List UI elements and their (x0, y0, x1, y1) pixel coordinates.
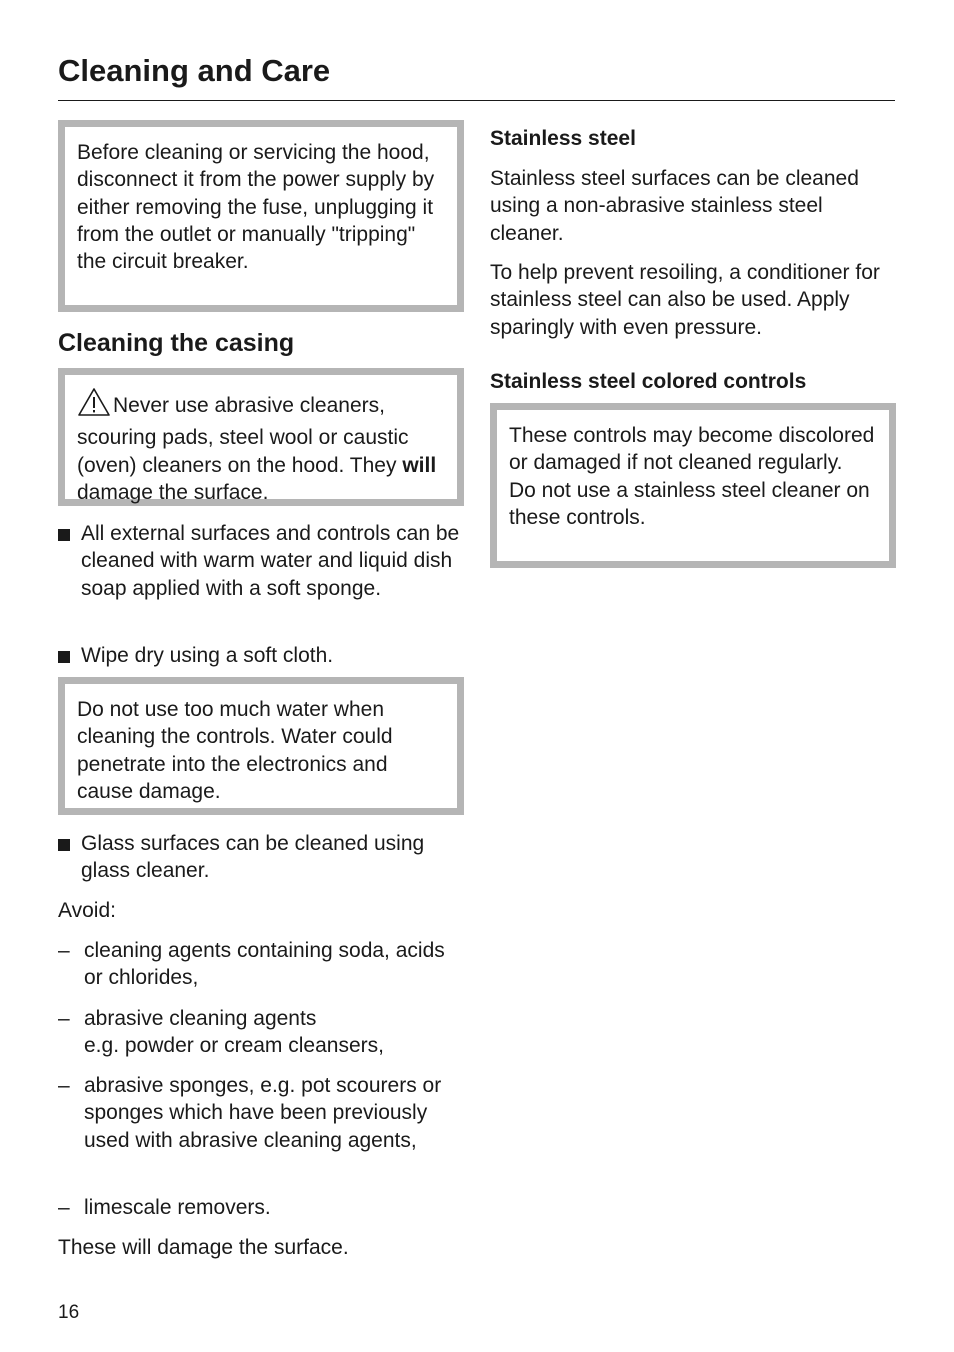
bullet-item-1 (58, 520, 464, 602)
bullet-text-1: All external surfaces and controls can be cleaned with warm water and liquid dish soap applied with a soft sponge. (81, 522, 460, 600)
water-note-box (58, 677, 464, 815)
avoid-item-text: abrasive cleaning agents e.g. powder or cream cleansers, (84, 1007, 384, 1058)
dash-mark: – (58, 1007, 70, 1030)
stainless-steel-heading: Stainless steel (490, 127, 636, 150)
avoid-item-3 (58, 1072, 464, 1154)
avoid-label: Avoid: (58, 899, 116, 922)
intro-note-box (58, 120, 464, 312)
controls-note-text-2: Do not use a stainless steel cleaner on these controls. (509, 478, 870, 529)
bullet-text-2: Wipe dry using a soft cloth. (81, 644, 334, 667)
page-number: 16 (58, 1302, 80, 1323)
avoid-item-4 (58, 1194, 464, 1221)
dash-mark: – (58, 1074, 70, 1097)
controls-note-text-1: These controls may become discolored or damaged if not cleaned regularly. (509, 424, 875, 475)
water-note-text: Do not use too much water when cleaning the controls. Water could penetrate into the electronics and cause damage. (77, 698, 393, 803)
avoid-item-text: limescale removers. (84, 1196, 271, 1219)
warning-text-pre: Never use abrasive cleaners, scouring pads, steel wool or caustic (oven) cleaners on the hood. They (77, 394, 409, 477)
bullet-text-3: Glass surfaces can be cleaned using glass cleaner. (81, 832, 425, 883)
warning-text-bold: will (402, 453, 437, 477)
bullet-item-3 (58, 830, 464, 885)
dash-mark: – (58, 1196, 70, 1219)
intro-note-text: Before cleaning or servicing the hood, disconnect it from the power supply by either removing the fuse, unplugging it from the outlet or manually "tripping" the circuit breaker. (77, 141, 435, 274)
avoid-item-2 (58, 1005, 464, 1060)
dash-mark: – (58, 939, 70, 962)
closing-text: These will damage the surface. (58, 1236, 349, 1259)
warning-triangle-icon (77, 387, 111, 424)
casing-heading: Cleaning the casing (58, 329, 295, 357)
bullet-item-2 (58, 642, 464, 669)
stainless-steel-paragraph-1: Stainless steel surfaces can be cleaned using a non-abrasive stainless steel cleaner. (490, 167, 859, 245)
avoid-item-1 (58, 937, 464, 992)
warning-text-post: damage the surface. (77, 480, 269, 504)
square-bullet-icon (58, 830, 81, 885)
controls-note-box (490, 403, 896, 568)
avoid-item-text: cleaning agents containing soda, acids or chlorides, (84, 939, 445, 990)
stainless-steel-paragraph-2: To help prevent resoiling, a conditioner for stainless steel can also be used. Apply sparingly with even pressure. (490, 261, 880, 339)
square-bullet-icon (58, 520, 81, 602)
title-rule (58, 100, 895, 101)
avoid-item-text: abrasive sponges, e.g. pot scourers or sponges which have been previously used with abrasive cleaning agents, (84, 1074, 442, 1152)
warning-box (58, 368, 464, 506)
page-title: Cleaning and Care (58, 53, 331, 88)
colored-controls-heading: Stainless steel colored controls (490, 370, 807, 393)
square-bullet-icon (58, 642, 81, 669)
